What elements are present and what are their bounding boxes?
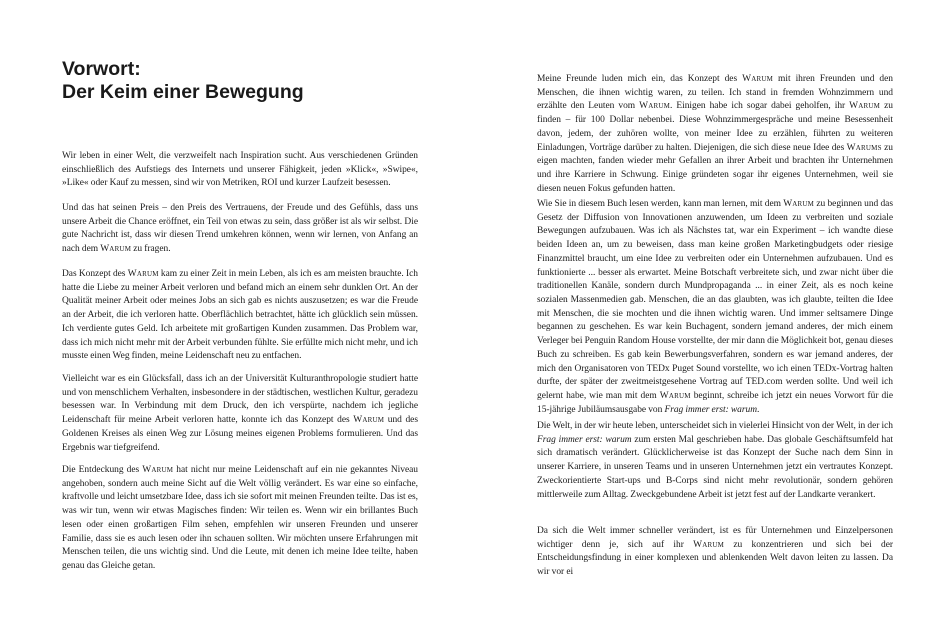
text-run: . (757, 404, 760, 415)
paragraph (62, 373, 418, 455)
text-run: zu konzentrieren und sich bei der Entscheidungsfindung in einer komplexen und ablenkenden Welt davon leiten zu lassen. Da wir vor ei (537, 539, 893, 578)
text-run: hat nicht nur meine Leidenschaft auf ein nie gekanntes Niveau angehoben, sondern auch meine Sicht auf die Welt völlig verändert. Es war eine so einfache, kraftvolle und leicht umsetzbare Idee, dass ich sie sofort mit meinen Freunden teilte. Das ist es, was wir tun, wenn wir etwas Magisches finden: Wir teilen es. Wenn wir ein brillantes Buch lesen oder einen großartigen Film sehen, empfehlen wir unseren Freunden und unserer Familie, dass sie es auch lesen oder ihn schauen sollten. Wir möchten unsere Erfahrungen mit Menschen teilen, die uns wichtig sind. Und die Leute, mit denen ich meine Idee teilte, haben genau das Gleiche getan. (62, 465, 418, 572)
text-run: zu finden – für 100 Dollar nebenbei. Diese Wohnzimmergespräche und meine Besessenheit davon, jedem, der zuhören wollte, von meiner Idee zu erzählen, führten zu weiteren Einladungen, Vorträge darüber zu halten. Diejenigen, die sich diese neue Idee des (537, 101, 893, 153)
text-run: Das Konzept des (62, 269, 128, 279)
warum-term: Warum (783, 199, 815, 209)
text-run: und des Goldenen Kreises als einen Weg zur Lösung meines eigenen Problems formulieren. Und das Ergebnis war tiefgreifend. (62, 415, 418, 453)
paragraph (62, 268, 418, 364)
text-run: Da sich die Welt immer schneller verändert, ist es für Unternehmen und Einzelpersonen wichtiger denn je, sich auf ihr (537, 526, 893, 550)
text-run: Meine Freunde luden mich ein, das Konzept des (537, 74, 743, 84)
chapter-title-line-1: Vorwort: (62, 58, 141, 80)
chapter-title-line-2: Der Keim einer Bewegung (62, 81, 304, 103)
text-run: zu beginnen und das Gesetz der Diffusion von Innovationen anzuwenden, um Ideen zu verbreiten und soziale Bewegungen aufzubauen. Was ich als Nächstes tat, war ein Experiment – ich wandte diese beiden Ideen an, um zu beweisen, dass man keine großen Marketingbudgets oder riesige Finanzmittel braucht, um eine Idee zu verbreiten oder ein Unternehmen aufzubauen. Und es funktionierte ... besser als erwartet. Meine Botschaft verbreitete sich, und zwar nicht über die traditionellen Kanäle, sondern durch Mundpropaganda ... in einer Zeit, als es noch keine sozialen Massenmedien gab. Menschen, die an das glaubten, was ich glaubte, teilten die Idee mit Menschen, die sie mochten und die ihnen wichtig waren. Und immer seltsamere Dinge begannen zu geschehen. Es war kein Buchagent, sondern jemand anderes, der mich einem Verleger bei Penguin Random House vorstellte, der mir dann die Möglichkeit bot, genau dieses Buch zu schreiben. Es gab kein Bewerbungsverfahren, sondern es war jemand anderes, der mich den Organisatoren von TEDx Puget Sound vorstellte, wo ich einen TEDx-Vortrag halten durfte, der später der zweitmeistgesehene Vortrag auf TED.com werden sollte. Und weil ich gelernt habe, wie man mit dem (537, 199, 893, 402)
warum-term: Warum (353, 415, 385, 426)
warum-term: Warum (849, 101, 881, 112)
text-run: zu fragen. (131, 244, 171, 255)
text-run: Wir leben in einer Welt, die verzweifelt nach Inspiration sucht. Aus verschiedenen Gründen einschließlich des Aufstiegs des Internets und unserer Fähigkeit, jeden »Klick«, »Swipe«, »Like« oder Kauf zu messen, sind wir von Metriken, ROI und kurzer Laufzeit besessen. (62, 151, 418, 189)
paragraph (62, 202, 418, 257)
text-run: Die Entdeckung des (62, 465, 143, 475)
warum-term: Warums (846, 142, 882, 153)
text-run: Die Welt, in der wir heute leben, unterscheidet sich in vielerlei Hinsicht von der Welt, in der ich (537, 421, 893, 431)
warum-term: Warum (659, 391, 691, 402)
book-title: Frag immer erst: warum (664, 404, 758, 415)
paragraph (62, 464, 418, 574)
text-run: . Einigen habe ich sogar dabei geholfen, ihr (670, 101, 850, 112)
text-run: mit ihren Freunden und den Menschen, die ihnen wichtig waren, zu teilen. Ich stand in fremden Wohnzimmern und erzählte den Leuten vom (537, 74, 893, 112)
paragraph (537, 198, 893, 418)
warum-term: Warum (742, 74, 774, 84)
text-run: zu eigen machten, fanden wieder mehr Gefallen an ihrer Arbeit und brachten ihr Unternehmen und ihre Karriere in Schwung. Einige gründeten sogar ihr eigenes Unternehmen, weil sie diesen neuen Fokus gefunden hatten. (537, 142, 893, 194)
paragraph (537, 73, 893, 196)
text-run: Wie Sie in diesem Buch lesen werden, kann man lernen, mit dem (537, 199, 784, 209)
warum-term: Warum (639, 101, 671, 112)
warum-term: Warum (693, 539, 725, 550)
right-page (476, 0, 952, 624)
text-run: Vielleicht war es ein Glücksfall, dass ich an der Universität Kulturanthropologie studiert hatte und von menschlichem Verhalten, insbesondere in der städtischen, westlichen Kultur, geradezu besessen war. In Verbindung mit dem Druck, den ich verspürte, nachdem ich jegliche Leidenschaft für meine Arbeit verloren hatte, konnte ich das Konzept des (62, 374, 418, 426)
warum-term: Warum (100, 244, 132, 255)
text-run: zum ersten Mal geschrieben habe. Das globale Geschäftsumfeld hat sich dramatisch verändert. Glücklicherweise ist das Konzept der Suche nach dem Sinn in unserer Karriere, in unseren Teams und in unseren Unternehmen jetzt ein vertrautes Konzept. Zweckorientierte Start-ups und B-Corps sind nicht mehr revolutionär, sondern gehören mittlerweile zum Alltag. Zweckgebundene Arbeit ist jetzt fest auf der Landkarte verankert. (537, 434, 893, 500)
book-title: Frag immer erst: warum (537, 434, 632, 445)
chapter-title (62, 58, 442, 104)
text-run: kam zu einer Zeit in mein Leben, als ich es am meisten brauchte. Ich hatte die Liebe zu meiner Arbeit verloren und befand mich an einem sehr dunklen Ort. An der Qualität meiner Arbeit oder meines Jobs an sich gab es nichts auszusetzen; es war die Freude an der Arbeit, die ich verloren hatte. Oberflächlich betrachtet, hätte ich glücklich sein müssen. Ich verdiente gutes Geld. Ich arbeitete mit großartigen Kunden zusammen. Das Problem war, dass ich mich nicht mehr mit der Arbeit verbunden fühlte. Sie erfüllte mich nicht mehr, und ich musste einen Weg finden, meine Leidenschaft neu zu entfachen. (62, 269, 419, 362)
text-run: Und das hat seinen Preis – den Preis des Vertrauens, der Freude und des Gefühls, dass uns unsere Arbeit die Chance eröffnet, ein Teil von etwas zu sein, dass größer ist als wir selbst. Die gute Nachricht ist, dass wir diesen Trend umkehren können, wenn wir lernen, von Anfang an nach dem (62, 203, 418, 255)
warum-term: Warum (127, 269, 159, 279)
warum-term: Warum (142, 465, 174, 475)
text-run: beginnt, schreibe ich jetzt ein neues Vorwort für die 15-jährige Jubiläumsausgabe von (537, 391, 893, 415)
paragraph (62, 150, 418, 191)
paragraph (537, 525, 893, 580)
paragraph (537, 420, 893, 502)
